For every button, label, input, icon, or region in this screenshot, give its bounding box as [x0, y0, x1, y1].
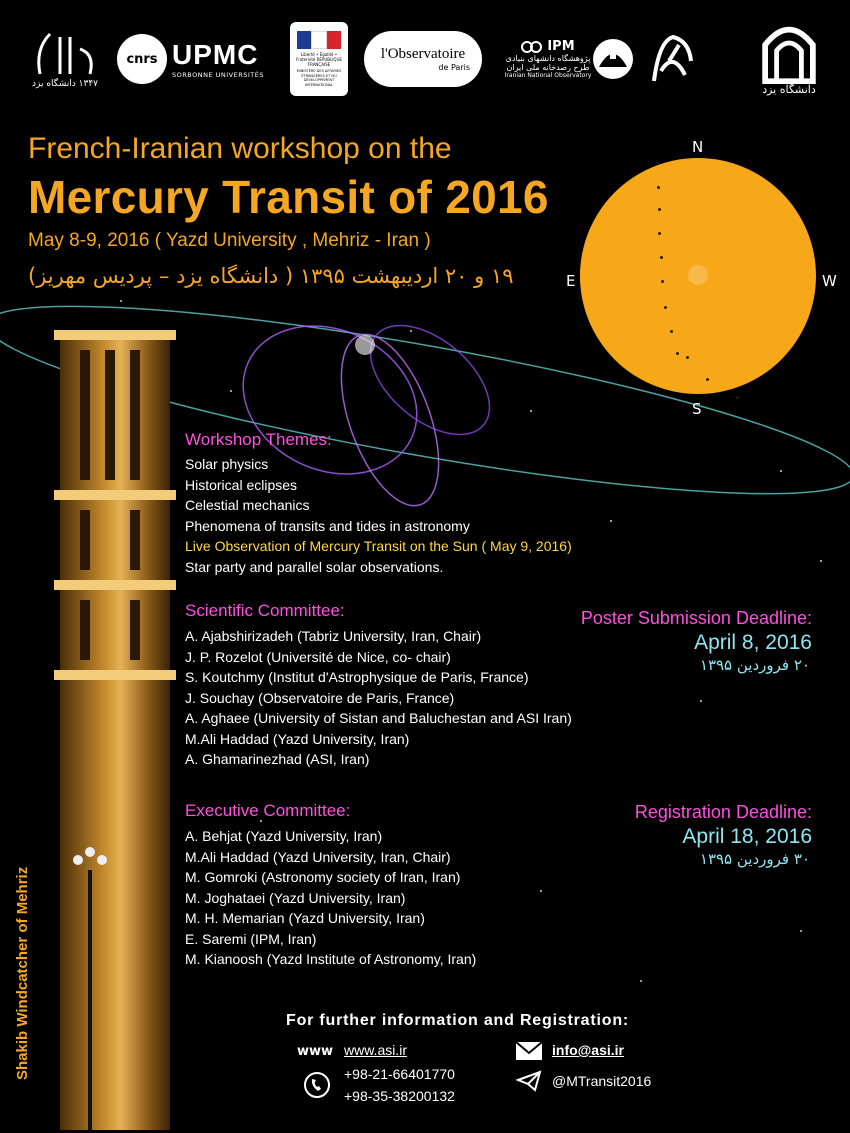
committee-member: A. Ajabshirizadeh (Tabriz University, Iran, Chair)	[185, 628, 482, 644]
phone-number-2[interactable]: +98-35-38200132	[344, 1088, 455, 1104]
scientific-committee-heading: Scientific Committee:	[185, 601, 345, 620]
registration-deadline-date: April 18, 2016	[682, 825, 812, 848]
upmc-logo: UPMC SORBONNE UNIVERSITÉS	[172, 39, 264, 79]
street-lamp	[60, 840, 120, 1130]
committee-member: A. Ghamarinezhad (ASI, Iran)	[185, 751, 370, 767]
yazd-arch-icon	[758, 22, 820, 85]
observatoire-paris-logo: l'Observatoire de Paris	[362, 22, 484, 96]
committee-member: J. P. Rozelot (Université de Nice, co- chair)	[185, 648, 451, 665]
theme-item: Celestial mechanics	[185, 497, 310, 513]
observatory-dome-icon	[591, 37, 635, 81]
republique-francaise-logo: Liberté • Égalité • Fraternité RÉPUBLIQUE FRANÇAISE MINISTÈRE DES AFFAIRES ÉTRANGÈRES ET DU DÉVELOPPEMENT INTERNATIONAL	[290, 22, 348, 96]
themes-list	[185, 454, 572, 577]
committee-member: M. Joghataei (Yazd University, Iran)	[185, 889, 406, 906]
theme-item: Star party and parallel solar observations.	[185, 558, 444, 575]
yazd-logo-text: ۱۳۴۷ دانشگاه یزد	[31, 79, 98, 89]
yazd-university-logo-right: دانشگاه یزد	[748, 22, 830, 96]
theme-item: Solar physics	[185, 456, 269, 472]
poster-deadline-date-fa: ۲۰ فروردین ۱۳۹۵	[699, 656, 810, 674]
committee-member: A. Aghaee (University of Sistan and Baluchestan and ASI Iran)	[185, 710, 572, 726]
scientific-committee-list	[185, 626, 572, 770]
direction-south: S	[692, 400, 702, 418]
direction-north: N	[692, 138, 704, 156]
telegram-handle[interactable]: @MTransit2016	[552, 1073, 652, 1089]
theme-item: Phenomena of transits and tides in astronomy	[185, 517, 470, 534]
sun-center-spot	[688, 265, 708, 285]
registration-deadline-heading: Registration Deadline:	[634, 802, 812, 822]
phone-number-1[interactable]: +98-21-66401770	[344, 1066, 455, 1082]
registration-deadline-date-fa: ۳۰ فروردین ۱۳۹۵	[699, 850, 810, 868]
telegram-icon	[514, 1070, 544, 1092]
photo-credit: Shakib Windcatcher of Mehriz	[14, 866, 31, 1080]
contact-heading: For further information and Registration:	[286, 1012, 630, 1029]
yazd-university-logo-left	[20, 22, 110, 96]
yazd-emblem-icon	[30, 29, 100, 79]
email-link[interactable]: info@asi.ir	[552, 1042, 624, 1058]
committee-member: E. Saremi (IPM, Iran)	[185, 930, 317, 947]
theme-item: Historical eclipses	[185, 476, 298, 493]
www-icon: www	[296, 1043, 334, 1059]
executive-committee-heading: Executive Committee:	[185, 801, 351, 820]
title-date-location: May 8-9, 2016 ( Yazd University , Mehriz - Iran )	[28, 230, 431, 251]
direction-east: E	[566, 272, 576, 290]
ipm-icon	[521, 40, 543, 54]
title-line-1: French-Iranian workshop on the	[28, 132, 452, 165]
astronomy-society-logo	[646, 22, 700, 96]
executive-committee-list	[185, 826, 476, 970]
themes-heading: Workshop Themes:	[185, 430, 332, 449]
committee-member: M. Kianoosh (Yazd Institute of Astronomy, Iran)	[185, 951, 477, 967]
ipm-observatory-logo: IPM پژوهشگاه دانشهای بنیادی طرح رصدخانه ملی ایران Iranian National Observatory	[504, 39, 592, 79]
french-flag-icon	[297, 31, 341, 49]
observatory-dome-logo	[590, 22, 636, 96]
cnrs-logo: cnrs	[116, 22, 168, 96]
direction-west: W	[822, 272, 837, 290]
poster-deadline-heading: Poster Submission Deadline:	[580, 608, 812, 628]
poster-deadline-date: April 8, 2016	[694, 631, 812, 654]
committee-member: A. Behjat (Yazd University, Iran)	[185, 828, 383, 844]
website-link[interactable]: www.asi.ir	[344, 1042, 408, 1058]
committee-member: M. Gomroki (Astronomy society of Iran, Iran)	[185, 869, 461, 885]
title-persian: ۱۹ و ۲۰ اردیبهشت ۱۳۹۵ ( دانشگاه یزد – پردیس مهریز)	[28, 264, 514, 288]
committee-member: J. Souchay (Observatoire de Paris, France)	[185, 689, 455, 706]
committee-member: S. Koutchmy (Institut d'Astrophysique de Paris, France)	[185, 669, 529, 685]
phone-icon	[302, 1070, 332, 1100]
committee-member: M. H. Memarian (Yazd University, Iran)	[185, 910, 425, 926]
committee-member: M.Ali Haddad (Yazd University, Iran)	[185, 730, 410, 747]
calligraphy-emblem-icon	[649, 31, 697, 87]
theme-item-highlight: Live Observation of Mercury Transit on the Sun ( May 9, 2016)	[185, 538, 572, 554]
title-main: Mercury Transit of 2016	[28, 171, 549, 223]
email-icon	[514, 1040, 544, 1062]
committee-member: M.Ali Haddad (Yazd University, Iran, Chair)	[185, 848, 451, 865]
